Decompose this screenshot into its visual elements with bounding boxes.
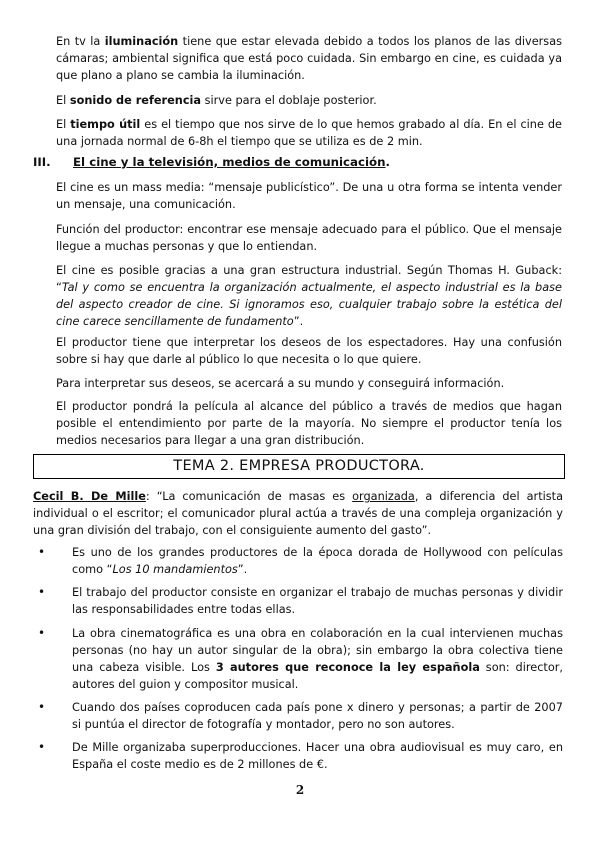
paragraph-gather-information: Para interpretar sus deseos, se acercará a su mundo y conseguirá información. xyxy=(56,377,505,390)
page-number: 2 xyxy=(295,783,305,797)
paragraph-useful-time: El tiempo útil es el tiempo que nos sirve de lo que hemos grabado al día. En el cine de una jornada normal de 6-8h el tiempo que se utiliza es de 2 min. xyxy=(56,118,562,148)
bullet-icon: • xyxy=(38,545,46,559)
list-item: • Es uno de los grandes productores de la época dorada de Hollywood con películas como “Los 10 mandamientos”. xyxy=(38,545,563,576)
paragraph-tv-lighting: En tv la iluminación tiene que estar elevada debido a todos los planos de las diversas cámaras; ambiental significa que está poco cuidada. Sin embargo en cine, es cuidada ya que plano a plano se cambia la iluminación. xyxy=(56,35,563,82)
bullet-icon: • xyxy=(38,626,46,640)
list-item: • El trabajo del productor consiste en organizar el trabajo de muchas personas y dividir las responsabilidades entre todas ellas. xyxy=(38,585,563,616)
list-item: • De Mille organizaba superproducciones. Hacer una obra audiovisual es muy caro, en España el coste medio es de 2 millones de €. xyxy=(38,740,563,771)
paragraph-distribution: El productor pondrá la película al alcance del público a través de medios que hagan posible el entendimiento por parte de la mayoría. No siempre el productor tenía los medios necesarios para llegar a una gran distribución. xyxy=(56,400,562,447)
paragraph-demille-quote: Cecil B. De Mille: “La comunicación de masas es organizada, a diferencia del artista individual o el escritor; el comunicador plural actúa a través de una compleja organización y una gran división del trabajo, con el consiguiente aumento del gasto”. xyxy=(33,490,564,537)
section-heading-iii: III. El cine y la televisión, medios de comunicación. xyxy=(33,155,391,169)
list-item: • La obra cinematográfica es una obra en colaboración en la cual intervienen muchas personas (no hay un autor singular de la obra); sin embargo la obra colectiva tiene una cabeza visible. Los 3 autores que reconoce la ley española son: director, autores del guion y compositor musical. xyxy=(38,626,563,691)
bullet-icon: • xyxy=(38,700,46,714)
list-item: • Cuando dos países coproducen cada país pone x dinero y personas; a partir de 2007 si puntúa el director de fotografía y montador, pero no son autores. xyxy=(38,700,563,731)
tema-2-heading-box: TEMA 2. EMPRESA PRODUCTORA. xyxy=(33,454,565,479)
paragraph-mass-media: El cine es un mass media: “mensaje publicístico”. De una u otra forma se intenta vender un mensaje, una comunicación. xyxy=(56,181,562,211)
paragraph-reference-sound: El sonido de referencia sirve para el doblaje posterior. xyxy=(56,94,377,107)
bullet-icon: • xyxy=(38,740,46,754)
paragraph-guback-quote: El cine es posible gracias a una gran estructura industrial. Según Thomas H. Guback: “Tal y como se encuentra la organización actualmente, el aspecto industrial es la base del aspecto creador de cine. Si ignoramos eso, cualquier trabajo sobre la estética del cine carece sencillamente de fundamento”. xyxy=(56,264,562,328)
paragraph-producer-function: Función del productor: encontrar ese mensaje adecuado para el público. Que el mensaje llegue a muchas personas y que lo entiendan. xyxy=(56,223,562,253)
bullet-icon: • xyxy=(38,585,46,599)
demille-name: Cecil B. De Mille xyxy=(33,490,146,503)
paragraph-interpret-desires: El productor tiene que interpretar los deseos de los espectadores. Hay una confusión sobre si hay que darle al público lo que necesita o lo que quiere. xyxy=(56,336,562,366)
